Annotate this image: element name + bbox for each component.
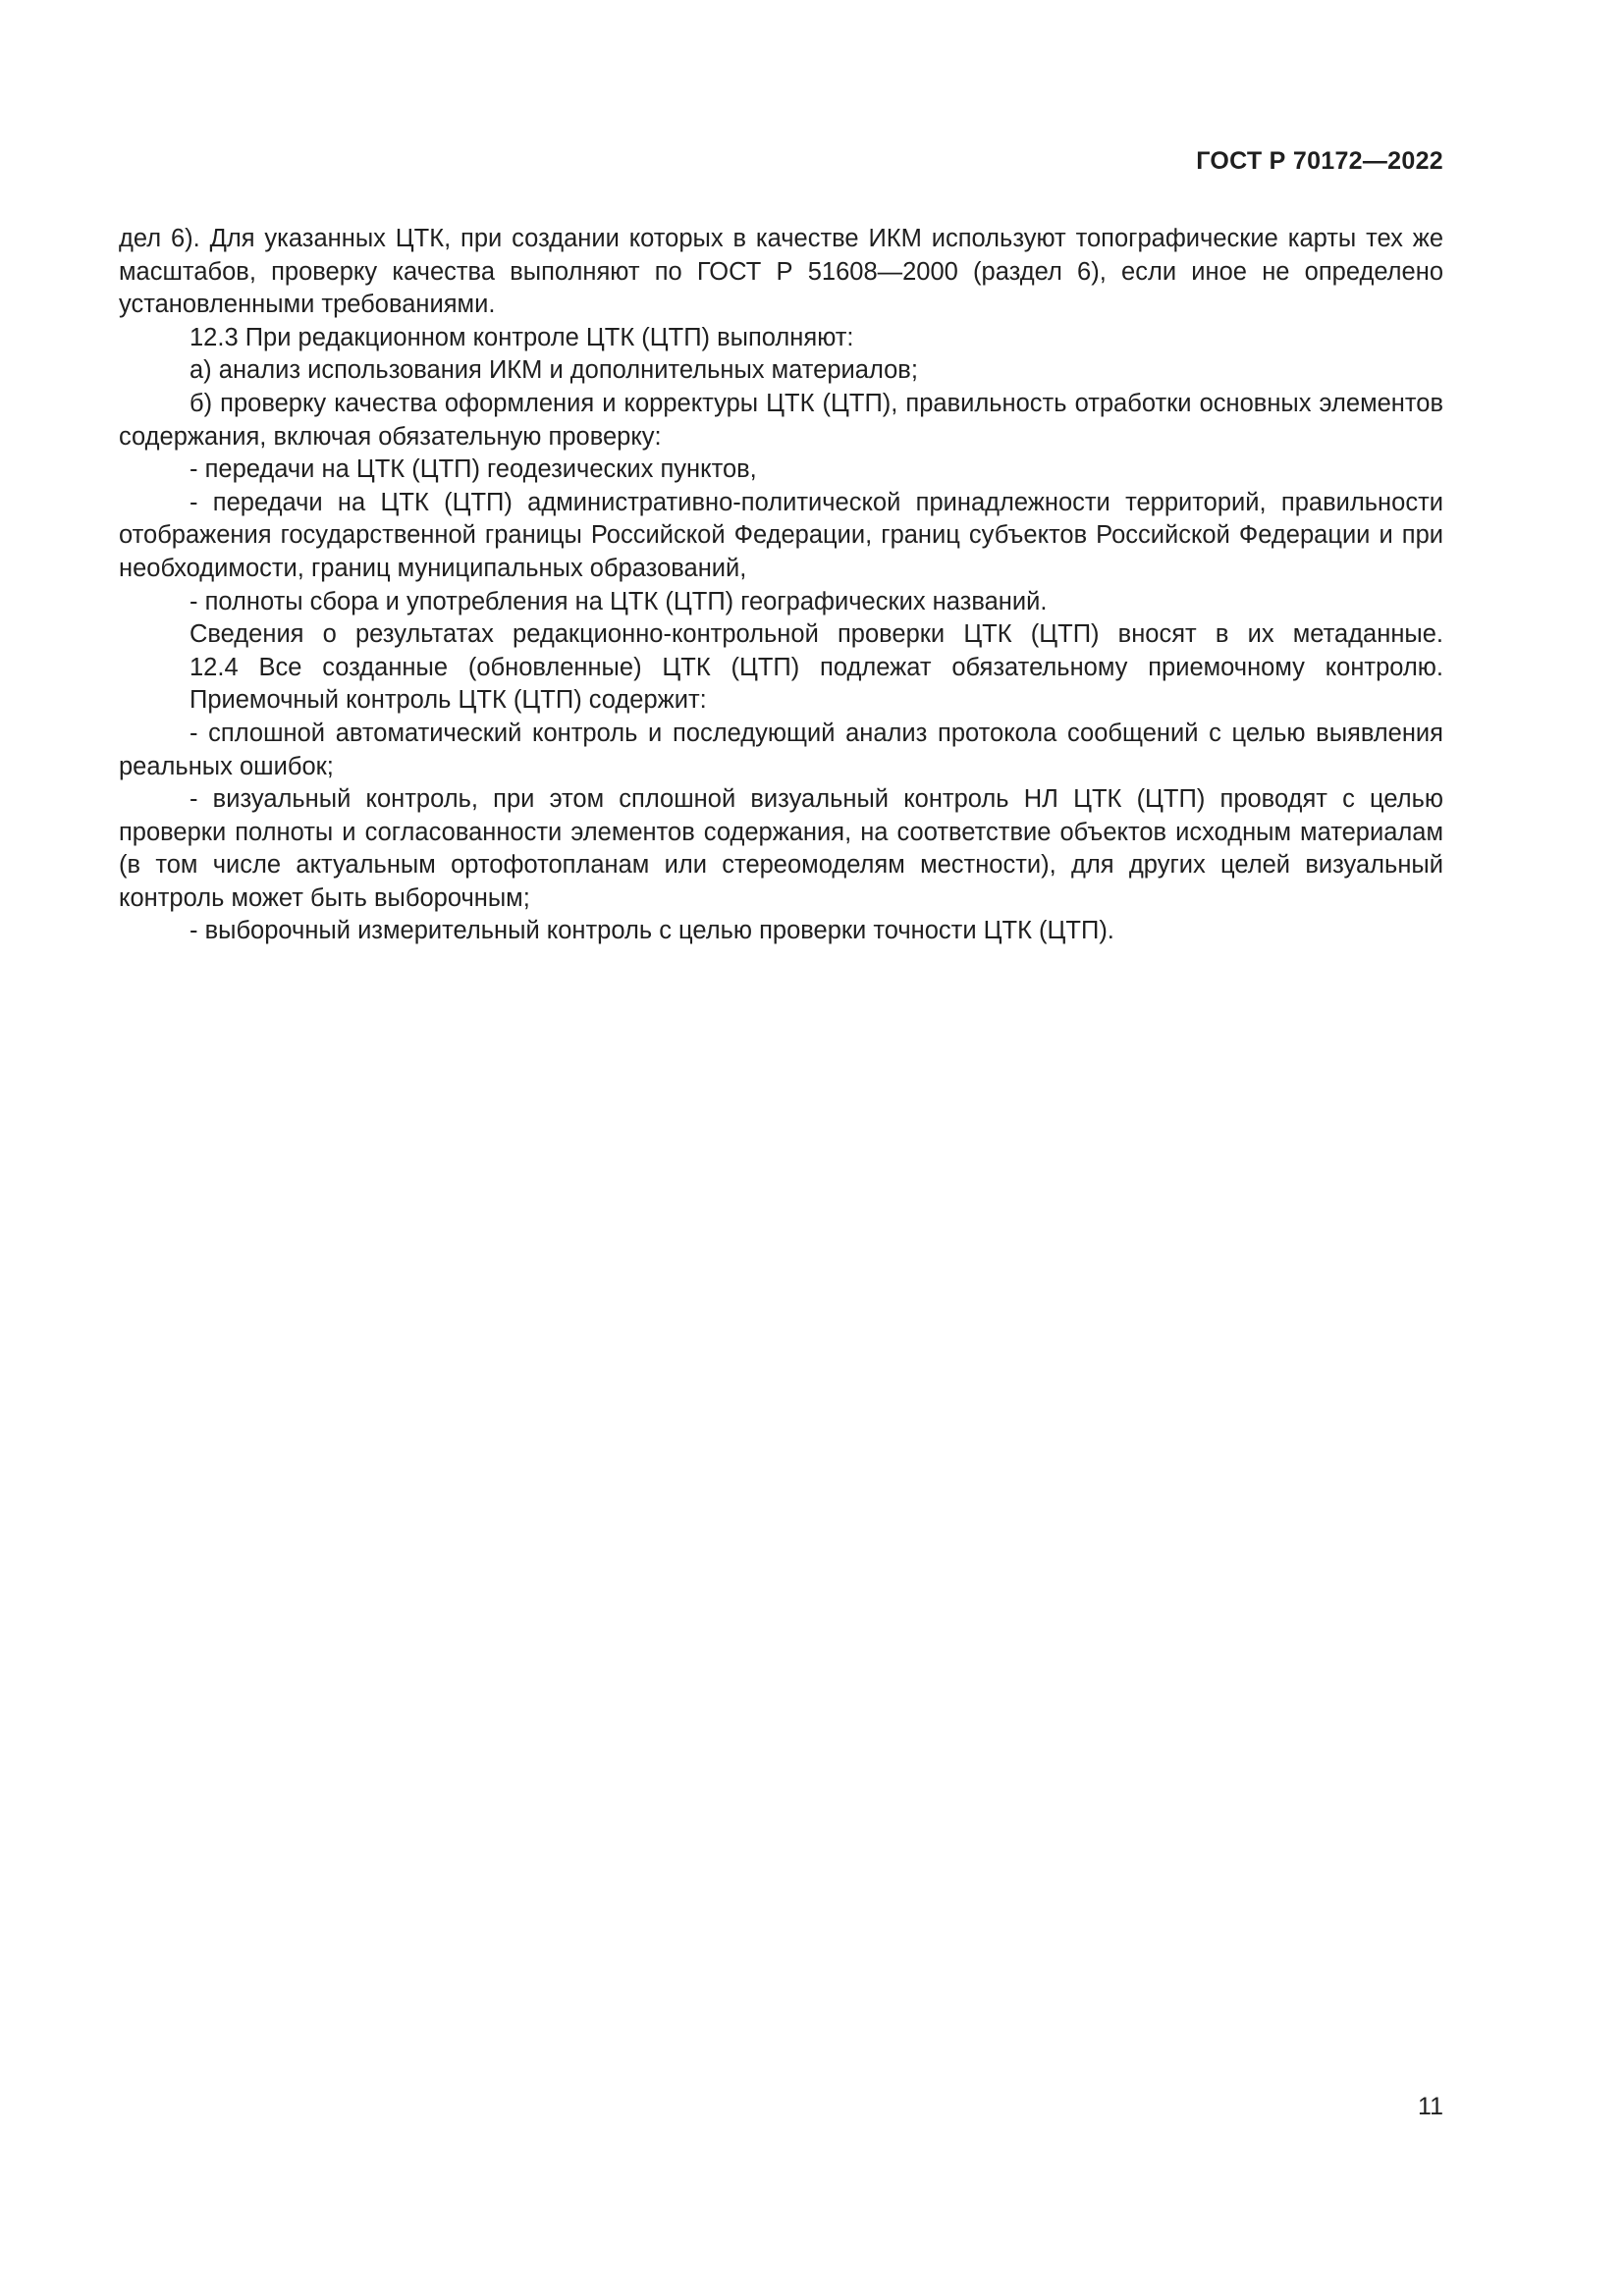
paragraph-metadata: Сведения о результатах редакционно-контрольной проверки ЦТК (ЦТП) вносят в их метаданные. (189, 620, 1443, 649)
dash-item-geodetic-points: - передачи на ЦТК (ЦТП) геодезических пунктов, (189, 455, 757, 484)
page-number: 11 (1418, 2093, 1443, 2120)
document-body (119, 223, 1443, 948)
dash-item-measurement-control: - выборочный измерительный контроль с целью проверки точности ЦТК (ЦТП). (189, 917, 1114, 945)
paragraph-12-4: 12.4 Все созданные (обновленные) ЦТК (ЦТП) подлежат обязательному приемочному контролю. (189, 653, 1443, 681)
dash-item-automatic-control: - сплошной автоматический контроль и последующий анализ протокола сообщений с целью выявления реальных ошибок; (119, 719, 1443, 780)
dash-item-administrative-boundaries: - передачи на ЦТК (ЦТП) административно-политической принадлежности территорий, правильности отображения государственной границы Российской Федерации, границ субъектов Российской Федерации и при необходимости, границ муниципальных образований, (119, 488, 1443, 582)
paragraph-12-3: 12.3 При редакционном контроле ЦТК (ЦТП) выполняют: (189, 323, 854, 351)
list-item-a: а) анализ использования ИКМ и дополнительных материалов; (189, 356, 918, 385)
paragraph-continuation: дел 6). Для указанных ЦТК, при создании которых в качестве ИКМ используют топографические карты тех же масштабов, проверку качества выполняют по ГОСТ Р 51608—2000 (раздел 6), если иное не определено установленными требованиями. (119, 225, 1443, 319)
paragraph-acceptance-control: Приемочный контроль ЦТК (ЦТП) содержит: (189, 686, 707, 715)
document-number-header: ГОСТ Р 70172—2022 (1196, 147, 1443, 175)
dash-item-geographic-names: - полноты сбора и употребления на ЦТК (ЦТП) географических названий. (189, 587, 1048, 615)
dash-item-visual-control: - визуальный контроль, при этом сплошной визуальный контроль НЛ ЦТК (ЦТП) проводят с целью проверки полноты и согласованности элементов содержания, на соответствие объектов исходным материалам (в том числе актуальным ортофотопланам или стереомоделям местности), для других целей визуальный контроль может быть выборочным; (119, 785, 1443, 912)
list-item-b: б) проверку качества оформления и корректуры ЦТК (ЦТП), правильность отработки основных элементов содержания, включая обязательную проверку: (119, 389, 1443, 451)
